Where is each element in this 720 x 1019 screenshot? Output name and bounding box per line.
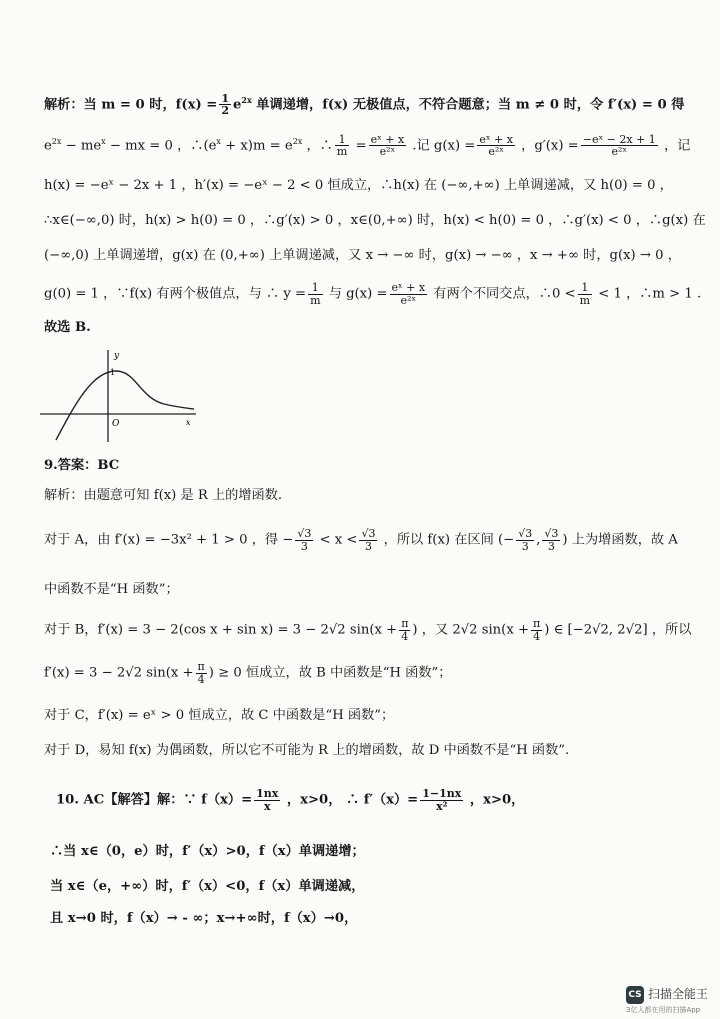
q9-b-line2: f′(x) = 3 − 2√2 sin(x + $\frac{\pi}{4}$ ) ≥ 0 恒成立，故 B 中函数是“H 函数”；: [44, 660, 452, 686]
q9-a-line2: 中函数不是“H 函数”；: [44, 582, 179, 597]
analysis8-line6: g(0) = 1 ，∵f(x) 有两个极值点，与 ∴ y = $\frac{1}{m}$ 与 g(x) = $\frac{\text{eˣ + x}}{\text{e²ˣ}}$ 有两个不同交点，∴0 < $\frac{1}{m}$ < 1 ，∴m > 1 .: [44, 281, 702, 307]
fraction: $\frac{√3}{3}$: [518, 527, 533, 553]
q9-d-line: 对于 D，易知 f(x) 为偶函数，所以它不可能为 R 上的增函数，故 D 中函数不是“H 函数”.: [44, 743, 570, 758]
q10-line2: ∴当 x∈（0，e）时，f′（x）>0，f（x）单调递增；: [50, 844, 365, 859]
q9-a-line1: 对于 A，由 f′(x) = −3x² + 1 > 0 ，得 − $\frac{√3}{3}$ < x < $\frac{√3}{3}$ ，所以 f(x) 在区间 (− $\frac{√3}{3}$ , $\frac{√3}{3}$ ) 上为增函数，故 A: [44, 527, 678, 553]
origin-label: O: [112, 419, 120, 429]
fraction: $\frac{√3}{3}$: [361, 527, 376, 553]
y-axis-label: y: [114, 351, 120, 361]
y-intercept-label: 1: [110, 368, 116, 377]
function-graph: [36, 346, 208, 442]
q9-answer: 9.答案：BC: [44, 458, 120, 473]
q10-line4: 且 x→0 时，f（x）→ - ∞；x→+∞时，f（x）→0，: [50, 911, 358, 926]
q9-intro: 解析：由题意可知 f(x) 是 R 上的增函数.: [44, 488, 283, 503]
fraction: $\frac{\text{eˣ + x}}{\text{e²ˣ}}$: [370, 132, 405, 159]
fraction: $\frac{\text{−eˣ − 2x + 1}}{\text{e²ˣ}}$: [582, 132, 656, 159]
fraction: $\frac{1nx}{x}$: [256, 787, 279, 813]
fraction: $\frac{\text{eˣ + x}}{\text{e²ˣ}}$: [479, 132, 513, 159]
fraction: $\frac{\pi}{4}$: [197, 660, 205, 686]
analysis8-conclusion: 故选 B.: [44, 320, 91, 335]
analysis8-line3: h(x) = −eˣ − 2x + 1 ，h′(x) = −eˣ − 2 < 0 恒成立，∴h(x) 在 (−∞,+∞) 上单调递减，又 h(0) = 0 ，: [44, 178, 673, 193]
q10-line3: 当 x∈（e，+∞）时，f′（x）<0，f（x）单调递减，: [50, 879, 365, 894]
q10-line1: 10. AC【解答】解：∵ f（x）= $\frac{1nx}{x}$ ，x>0， ∴ f′（x）= $\frac{1-1nx}{\text{x²}}$ ，x>0，: [56, 787, 525, 813]
fraction: $\frac{1-1nx}{\text{x²}}$: [422, 787, 462, 813]
fraction: $\frac{√3}{3}$: [544, 527, 559, 553]
analysis8-line5: (−∞,0) 上单调递增，g(x) 在 (0,+∞) 上单调递减，又 x → −∞ 时，g(x) → −∞ ，x → +∞ 时，g(x) → 0 ，: [44, 248, 681, 263]
fraction: $\frac{\pi}{4}$: [401, 617, 409, 643]
fraction: $\frac{√3}{3}$: [297, 527, 312, 553]
q9-b-line1: 对于 B，f′(x) = 3 − 2(cos x + sin x) = 3 − 2√2 sin(x + $\frac{\pi}{4}$ ) ，又 2√2 sin(x + $\frac{\pi}{4}$ ) ∈ [−2√2, 2√2] ，所以: [44, 617, 692, 643]
q9-c-line: 对于 C，f′(x) = eˣ > 0 恒成立，故 C 中函数是“H 函数”；: [44, 708, 395, 723]
fraction: $\frac{\pi}{4}$: [533, 617, 541, 643]
x-axis-label: x: [186, 418, 191, 427]
fraction: $\frac{1}{m}$: [579, 281, 591, 307]
watermark-subtitle: 3亿人都在用的扫描App: [626, 1006, 701, 1014]
watermark-brand: 扫描全能王: [648, 987, 709, 1001]
camscanner-logo-icon: CS: [626, 986, 644, 1004]
analysis8-line2: $e^{2x} - me^x$ − mx = 0 ，$\therefore(e^x + x)m = e^{2x}$ ，∴ $\frac{1}{m}$ = $\frac{\text{eˣ + x}}{\text{e²ˣ}}$ .记 g(x) = $\frac{\text{eˣ + x}}{\text{e²ˣ}}$ ，g′(x) = $\frac{\text{−eˣ − 2x + 1}}{\text{e²ˣ}}$ ，记: [44, 132, 691, 159]
g-curve: [56, 371, 194, 440]
analysis8-line4: ∴x∈(−∞,0) 时，h(x) > h(0) = 0 ，∴g′(x) > 0 ，x∈(0,+∞) 时，h(x) < h(0) = 0 ，∴g′(x) < 0 ，∴g(x) 在: [44, 213, 706, 228]
fraction: $\frac{1}{m}$: [310, 281, 321, 307]
analysis8-line1: 解析：当 m = 0 时，f(x) = $\frac{1}{2}$ $e^{2x}$ 单调递增，f(x) 无极值点，不符合题意；当 m ≠ 0 时，令 f′(x) = 0 得: [44, 91, 685, 118]
fraction: $\frac{\text{eˣ + x}}{\text{e²ˣ}}$: [391, 281, 426, 307]
fraction: $\frac{1}{m}$: [336, 132, 348, 159]
fraction: $\frac{1}{2}$: [221, 91, 229, 118]
